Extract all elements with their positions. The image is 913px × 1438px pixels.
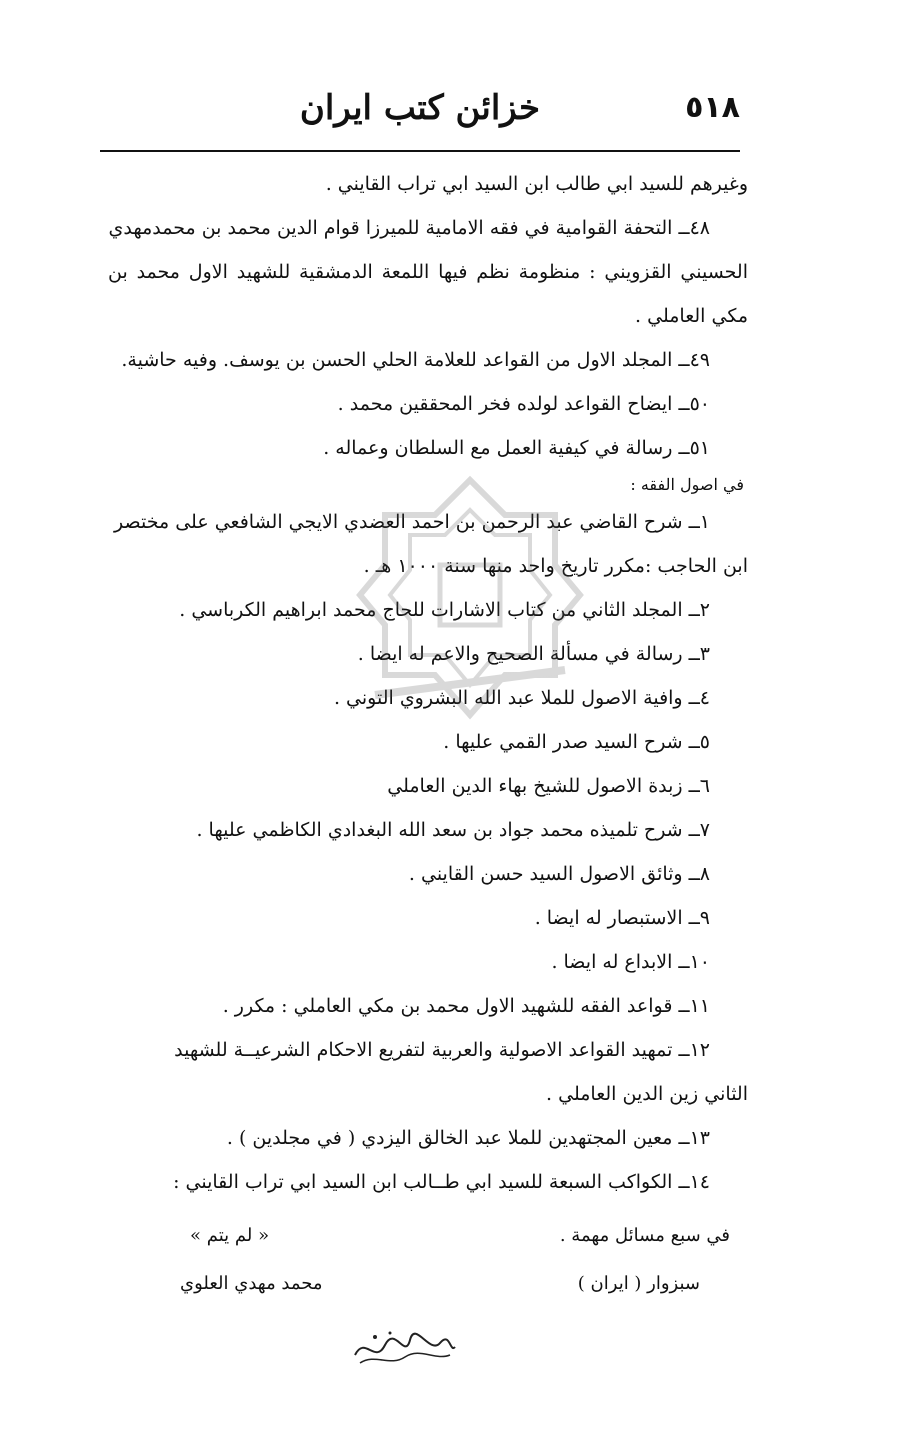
text-line: الثاني زين الدين العاملي . — [546, 1083, 748, 1105]
text-line: ٤ــ وافية الاصول للملا عبد الله البشروي التوني . — [333, 687, 710, 709]
text-line: ٤٩ــ المجلد الاول من القواعد للعلامة الحلي الحسن بن يوسف. وفيه حاشية. — [121, 349, 710, 371]
header-rule — [100, 150, 740, 152]
text-line: ٥ــ شرح السيد صدر القمي عليها . — [443, 731, 710, 753]
text-line: ٤٨ــ التحفة القوامية في فقه الامامية للميرزا قوام الدين محمد بن محمدمهدي — [108, 217, 710, 239]
unfinished-note: « لم يتم » — [190, 1225, 270, 1246]
page-header — [100, 88, 740, 146]
text-line: ٢ــ المجلد الثاني من كتاب الاشارات للحاج محمد ابراهيم الكرباسي . — [179, 599, 710, 621]
text-line: ١٢ــ تمهيد القواعد الاصولية والعربية لتفريع الاحكام الشرعيــة للشهيد — [174, 1039, 710, 1061]
author-signature: محمد مهدي العلوي — [180, 1273, 323, 1294]
text-line: ٩ــ الاستبصار له ايضا . — [534, 907, 710, 929]
text-line: ابن الحاجب :مكرر تاريخ واحد منها سنة ١٠٠٠ هـ . — [363, 555, 748, 577]
text-line: ١٤ــ الكواكب السبعة للسيد ابي طــالب ابن السيد ابي تراب القايني : — [173, 1171, 710, 1193]
text-line: ١٠ــ الابداع له ايضا . — [551, 951, 710, 973]
page-footer — [140, 1225, 760, 1335]
footer-note: في سبع مسائل مهمة . — [559, 1225, 730, 1246]
text-line: ٥٠ــ ايضاح القواعد لولده فخر المحققين محمد . — [337, 393, 710, 415]
text-line: ٨ــ وثائق الاصول السيد حسن القايني . — [408, 863, 710, 885]
section-heading: في اصول الفقه : — [630, 475, 744, 494]
page-number: ٥١٨ — [685, 90, 740, 125]
text-line: ٥١ــ رسالة في كيفية العمل مع السلطان وعماله . — [323, 437, 710, 459]
text-line: مكي العاملي . — [635, 305, 748, 327]
text-line: ٦ــ زبدة الاصول للشيخ بهاء الدين العاملي — [387, 775, 710, 797]
running-title: خزائن كتب ايران — [299, 88, 541, 128]
text-line: ٣ــ رسالة في مسألة الصحيح والاعم له ايضا . — [357, 643, 710, 665]
text-line: وغيرهم للسيد ابي طالب ابن السيد ابي تراب القايني . — [325, 173, 748, 195]
text-line: الحسيني القزويني : منظومة نظم فيها اللمعة الدمشقية للشهيد الاول محمد بن — [108, 261, 748, 283]
handwritten-stamp-icon — [350, 1325, 460, 1370]
text-line: ١ــ شرح القاضي عبد الرحمن بن احمد العضدي الايجي الشافعي على مختصر — [114, 511, 710, 533]
text-line: ١١ــ قواعد الفقه للشهيد الاول محمد بن مكي العاملي : مكرر . — [222, 995, 710, 1017]
library-seal-watermark-icon — [355, 470, 585, 730]
location-note: سبزوار ( ايران ) — [577, 1273, 700, 1294]
text-line: ١٣ــ معين المجتهدين للملا عبد الخالق اليزدي ( في مجلدين ) . — [226, 1127, 710, 1149]
text-line: ٧ــ شرح تلميذه محمد جواد بن سعد الله البغدادي الكاظمي عليها . — [196, 819, 710, 841]
